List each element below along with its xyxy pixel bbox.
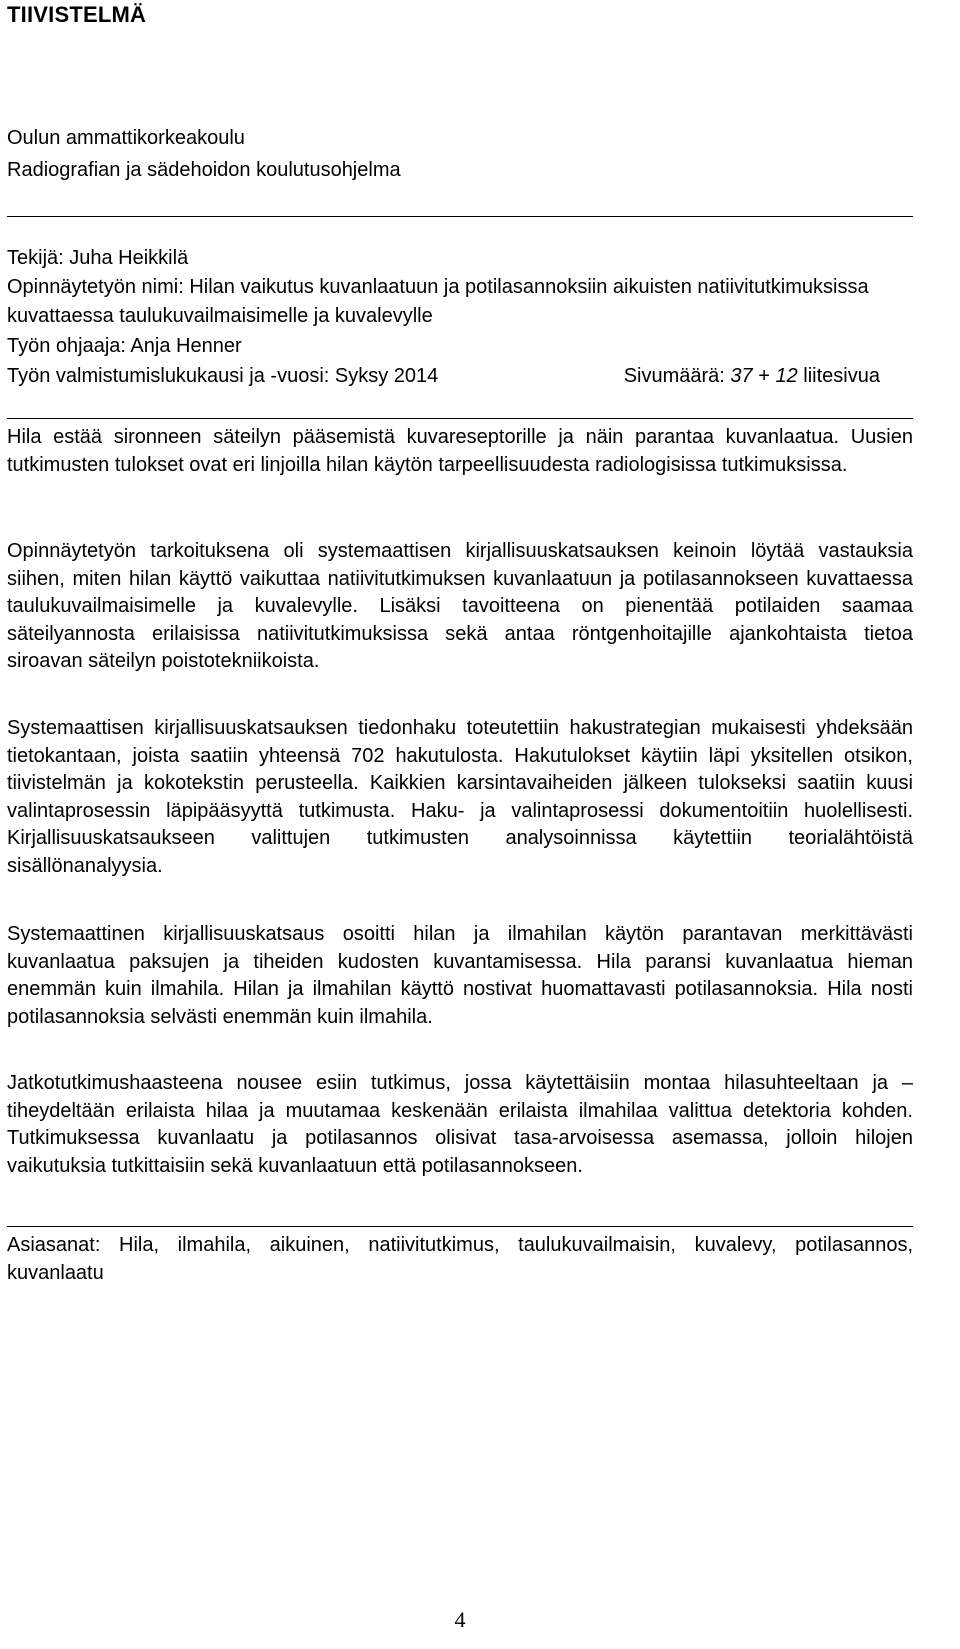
completion-line: Työn valmistumislukukausi ja -vuosi: Syksy 2014 [7, 365, 439, 387]
meta-divider [7, 418, 913, 419]
page-count-suffix: liitesivua [803, 365, 880, 387]
top-divider [7, 216, 913, 217]
abstract-paragraph-2: Opinnäytetyön tarkoituksena oli systemaattisen kirjallisuuskatsauksen keinoin löytää vastauksia siihen, miten hilan käyttö vaikuttaa natiivitutkimuksen kuvanlaatuun ja potilasannokseen kuvattaessa taulukuvailmaisimelle ja kuvalevylle. Lisäksi tavoitteena on pienentää potilaiden saamaa säteilyannosta erilaisissa natiivitutkimuksissa sekä antaa röntgenhoitajille ajankohtaista tietoa siroavan säteilyn poistotekniikoista. [7, 540, 913, 673]
thesis-title-line-2: kuvattaessa taulukuvailmaisimelle ja kuvalevylle [7, 305, 433, 327]
keywords: Asiasanat: Hila, ilmahila, aikuinen, natiivitutkimus, taulukuvailmaisin, kuvalevy, potilasannos, kuvanlaatu [7, 1234, 913, 1284]
abstract-paragraph-3: Systemaattisen kirjallisuuskatsauksen tiedonhaku toteutettiin hakustrategian mukaisesti yhdeksään tietokantaan, joista saatiin yhteensä 702 hakutulosta. Hakutulokset käytiin läpi yksitellen otsikon, tiivistelmän ja kokotekstin perusteella. Kaikkien karsintavaiheiden jälkeen tulokseksi saatiin kuusi valintaprosessin läpipääsyyttä tutkimusta. Haku- ja valintaprosessi dokumentoitiin huolellisesti. Kirjallisuuskatsaukseen valittujen tutkimusten analysoinnissa käytettiin teorialähtöistä sisällönanalyysia. [7, 717, 913, 877]
page-count-main: 37 [730, 365, 753, 387]
abstract-paragraph-1: Hila estää sironneen säteilyn pääsemistä kuvareseptorille ja näin parantaa kuvanlaatua. Uusien tutkimusten tulokset ovat eri linjoilla hilan käytön tarpeellisuudesta radiologisissa tutkimuksissa. [7, 426, 913, 476]
abstract-paragraph-4: Systemaattinen kirjallisuuskatsaus osoitti hilan ja ilmahilan käytön parantavan merkittävästi kuvanlaatua paksujen ja tiheiden kudosten kuvantamisessa. Hila paransi kuvanlaatua hieman enemmän kuin ilmahila. Hilan ja ilmahilan käyttö nostivat huomattavasti potilasannoksia. Hila nosti potilasannoksia selvästi enemmän kuin ilmahila. [7, 923, 913, 1028]
page-number: 4 [454, 1607, 466, 1632]
page-title: TIIVISTELMÄ [7, 2, 147, 27]
abstract-paragraph-5: Jatkotutkimushaasteena nousee esiin tutkimus, jossa käytettäisiin montaa hilasuhteeltaan ja –tiheydeltään erilaista hilaa ja muutamaa keskenään erilaista ilmahilaa valittua detektoria kohden. Tutkimuksessa kuvanlaatu ja potilasannos olisivat tasa-arvoisessa asemassa, jolloin hilojen vaikutuksia tutkittaisiin sekä kuvanlaatuun että potilasannokseen. [7, 1072, 913, 1177]
school-name: Oulun ammattikorkeakoulu [7, 127, 245, 149]
thesis-meta-block [7, 244, 913, 390]
supervisor-line: Työn ohjaaja: Anja Henner [7, 335, 242, 357]
completion-row [7, 362, 880, 390]
page-count-appendix: 12 [775, 365, 798, 387]
author-line: Tekijä: Juha Heikkilä [7, 247, 189, 269]
thesis-title-line-1: Opinnäytetyön nimi: Hilan vaikutus kuvanlaatuun ja potilasannoksiin aikuisten natiivitutkimuksissa [7, 276, 869, 298]
institution-block [7, 124, 913, 184]
programme-name: Radiografian ja sädehoidon koulutusohjelma [7, 159, 401, 181]
page-count-label: Sivumäärä: [623, 365, 725, 387]
page-count-plus: + [758, 365, 770, 387]
keywords-divider [7, 1226, 913, 1227]
page-count [624, 362, 880, 390]
